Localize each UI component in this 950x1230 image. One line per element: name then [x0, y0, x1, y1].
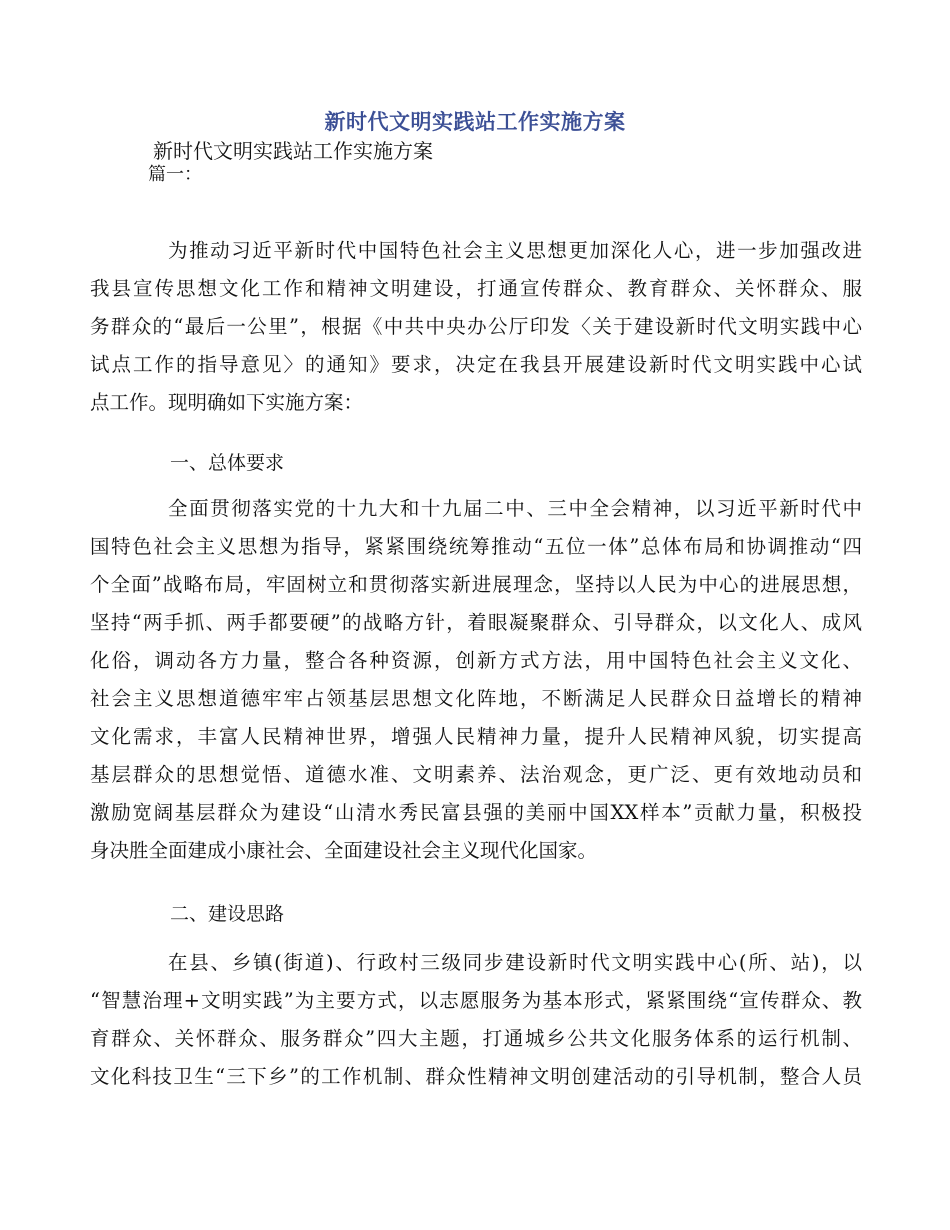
paragraph-line: 点工作。现明确如下实施方案： [90, 391, 364, 414]
paragraph-line: 文化需求，丰富人民精神世界，增强人民精神力量，提升人民精神风貌，切实提高 [90, 725, 862, 748]
paragraph-line: 在县、乡镇(街道)、行政村三级同步建设新时代文明实践中心(所、站)，以 [168, 951, 862, 974]
section1-paragraph [90, 490, 862, 870]
paragraph-line: 基层群众的思想觉悟、道德水准、文明素养、法治观念，更广泛、更有效地动员和 [90, 763, 862, 786]
intro-paragraph [90, 232, 862, 422]
paragraph-line: 全面贯彻落实党的十九大和十九届二中、三中全会精神，以习近平新时代中 [168, 497, 862, 520]
paragraph-line: 务群众的“最后一公里”，根据《中共中央办公厅印发〈关于建设新时代文明实践中心 [90, 315, 862, 338]
paragraph-line: 化俗，调动各方力量，整合各种资源，创新方式方法，用中国特色社会主义文化、 [90, 649, 862, 672]
paragraph-line: 我县宣传思想文化工作和精神文明建设，打通宣传群众、教育群众、关怀群众、服 [90, 277, 862, 300]
paragraph-line: 育群众、关怀群众、服务群众”四大主题，打通城乡公共文化服务体系的运行机制、 [90, 1027, 862, 1050]
paragraph-line: 坚持“两手抓、两手都要硬”的战略方针，着眼凝聚群众、引导群众，以文化人、成风 [90, 611, 862, 634]
paragraph-line: 试点工作的指导意见〉的通知》要求，决定在我县开展建设新时代文明实践中心试 [90, 353, 862, 376]
part-label: 篇一： [148, 164, 202, 185]
paragraph-line: “智慧治理+文明实践”为主要方式，以志愿服务为基本形式，紧紧围绕“宣传群众、教 [90, 989, 862, 1012]
paragraph-line: 国特色社会主义思想为指导，紧紧围绕统筹推动“五位一体”总体布局和协调推动“四 [90, 535, 862, 558]
paragraph-line: 社会主义思想道德牢牢占领基层思想文化阵地，不断满足人民群众日益增长的精神 [90, 687, 862, 710]
paragraph-line: 个全面”战略布局，牢固树立和贯彻落实新进展理念，坚持以人民为中心的进展思想， [90, 573, 862, 596]
paragraph-line: 文化科技卫生“三下乡”的工作机制、群众性精神文明创建活动的引导机制，整合人员 [90, 1065, 862, 1088]
document-subtitle: 新时代文明实践站工作实施方案 [153, 139, 433, 163]
paragraph-line: 为推动习近平新时代中国特色社会主义思想更加深化人心，进一步加强改进 [168, 239, 862, 262]
section2-paragraph [90, 944, 862, 1096]
paragraph-line: 激励宽阔基层群众为建设“山清水秀民富县强的美丽中国XX样本”贡献力量，积极投 [90, 801, 863, 824]
section-heading-construction-approach: 二、建设思路 [170, 903, 285, 925]
section-heading-overall-requirements: 一、总体要求 [170, 452, 285, 474]
paragraph-line: 身决胜全面建成小康社会、全面建设社会主义现代化国家。 [90, 839, 598, 862]
document-title: 新时代文明实践站工作实施方案 [324, 109, 626, 134]
